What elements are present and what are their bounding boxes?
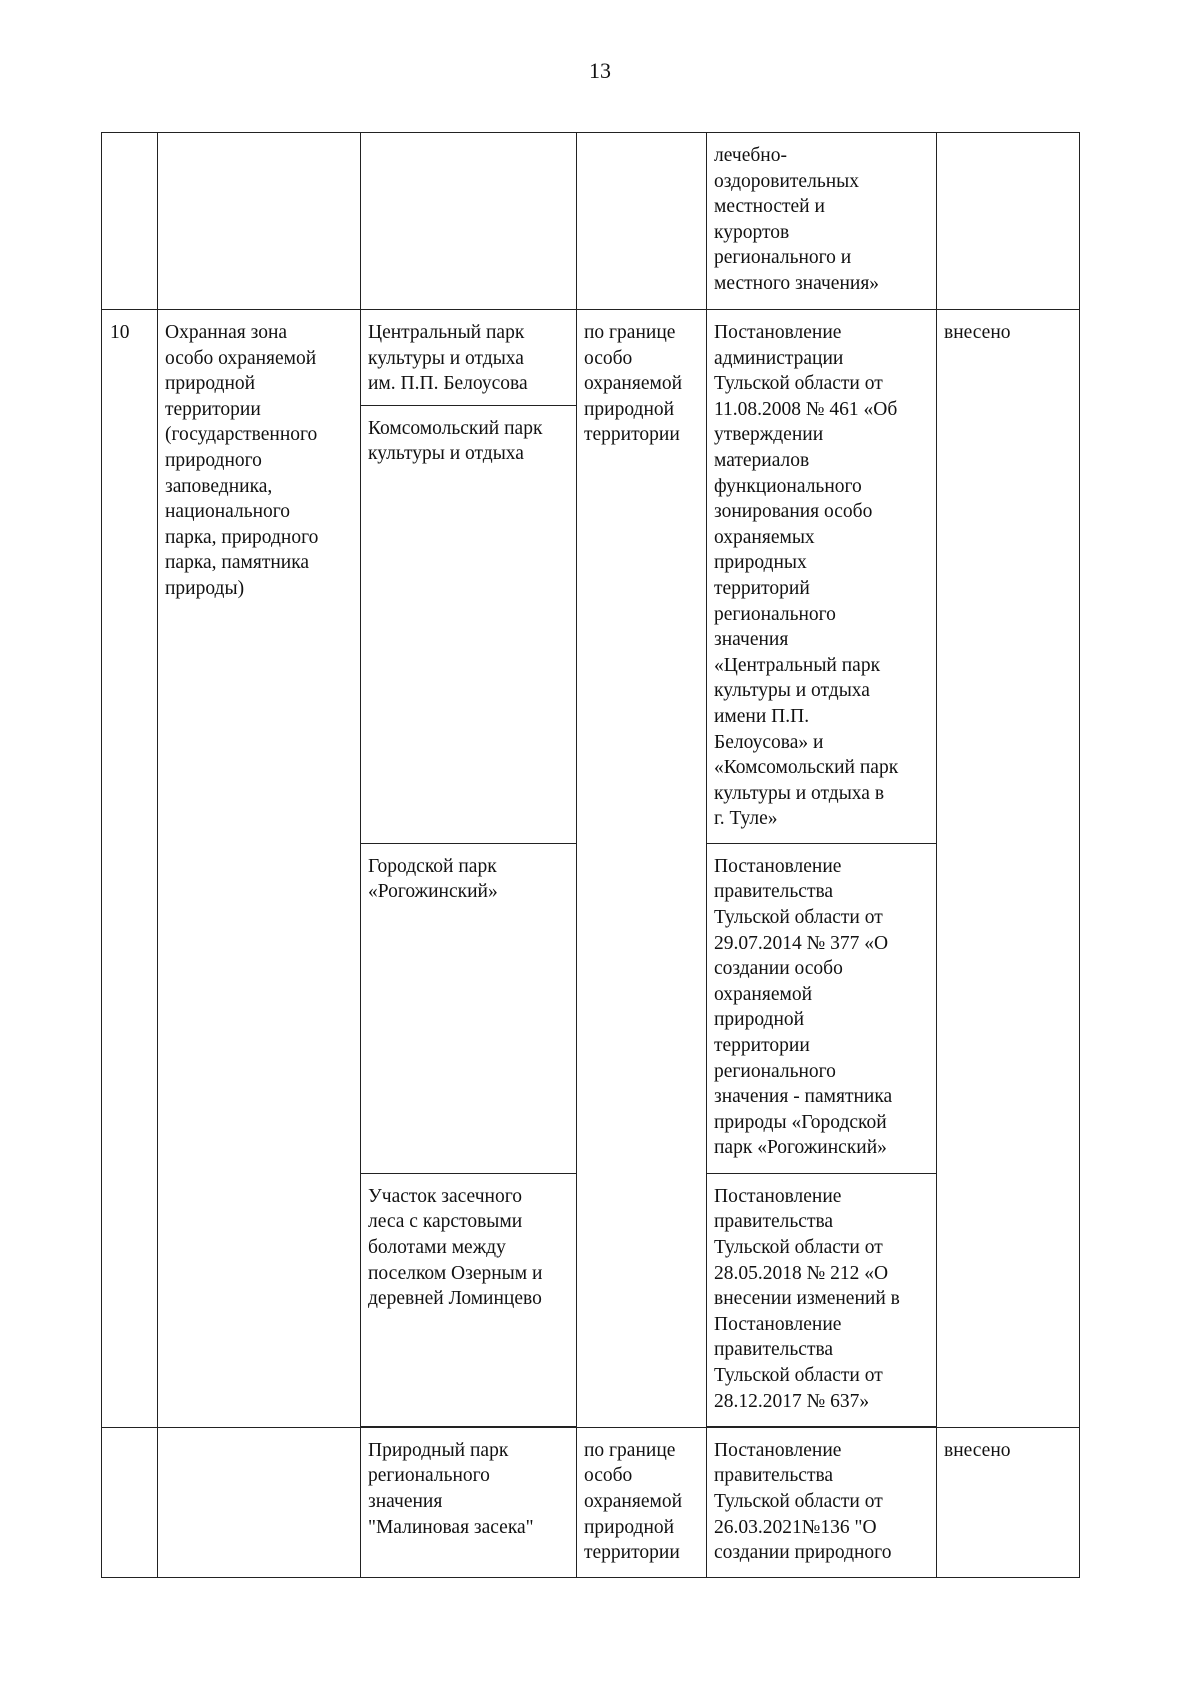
cell-zone: Охранная зона особо охраняемой природной территории (государственного природного заповедника, национального парка, природного парка, памятника природы) <box>158 310 361 1428</box>
cell-number: 10 <box>102 310 158 1428</box>
cell-object: Комсомольский парк культуры и отдыха <box>361 405 577 843</box>
cell-object: Участок засечного леса с карстовыми болотами между поселком Озерным и деревней Ломинцево <box>361 1173 577 1426</box>
cell-number <box>102 1427 158 1577</box>
cell-status <box>937 133 1080 310</box>
cell-zone <box>158 133 361 310</box>
table-row <box>102 1427 1080 1577</box>
cell-boundary <box>577 133 707 310</box>
cell-object: Природный парк регионального значения "Малиновая засека" <box>361 1427 577 1577</box>
cell-object: Городской парк «Рогожинский» <box>361 843 577 1173</box>
cell-object: Центральный парк культуры и отдыха им. П.П. Белоусова <box>361 310 577 406</box>
cell-status: внесено <box>937 1427 1080 1577</box>
cell-document: Постановление правительства Тульской области от 28.05.2018 № 212 «О внесении изменений в Постановление правительства Тульской области от 28.12.2017 № 637» <box>707 1173 937 1426</box>
cell-document: Постановление правительства Тульской области от 26.03.2021№136 "О создании природного <box>707 1427 937 1577</box>
zones-table <box>101 132 1080 1578</box>
cell-zone <box>158 1427 361 1577</box>
table-row <box>102 133 1080 310</box>
cell-document: лечебно- оздоровительных местностей и курортов регионального и местного значения» <box>707 133 937 310</box>
table-row <box>102 310 1080 406</box>
page-number: 13 <box>589 58 611 83</box>
cell-number <box>102 133 158 310</box>
cell-status: внесено <box>937 310 1080 1428</box>
cell-boundary: по границе особо охраняемой природной территории <box>577 310 707 1428</box>
cell-document: Постановление правительства Тульской области от 29.07.2014 № 377 «О создании особо охраняемой природной территории регионального значения - памятника природы «Городской парк «Рогожинский» <box>707 843 937 1173</box>
cell-document: Постановление администрации Тульской области от 11.08.2008 № 461 «Об утверждении материалов функционального зонирования особо охраняемых природных территорий регионального значения «Центральный парк культуры и отдыха имени П.П. Белоусова» и «Комсомольский парк культуры и отдыха в г. Туле» <box>707 310 937 844</box>
cell-boundary: по границе особо охраняемой природной территории <box>577 1427 707 1577</box>
cell-object <box>361 133 577 310</box>
